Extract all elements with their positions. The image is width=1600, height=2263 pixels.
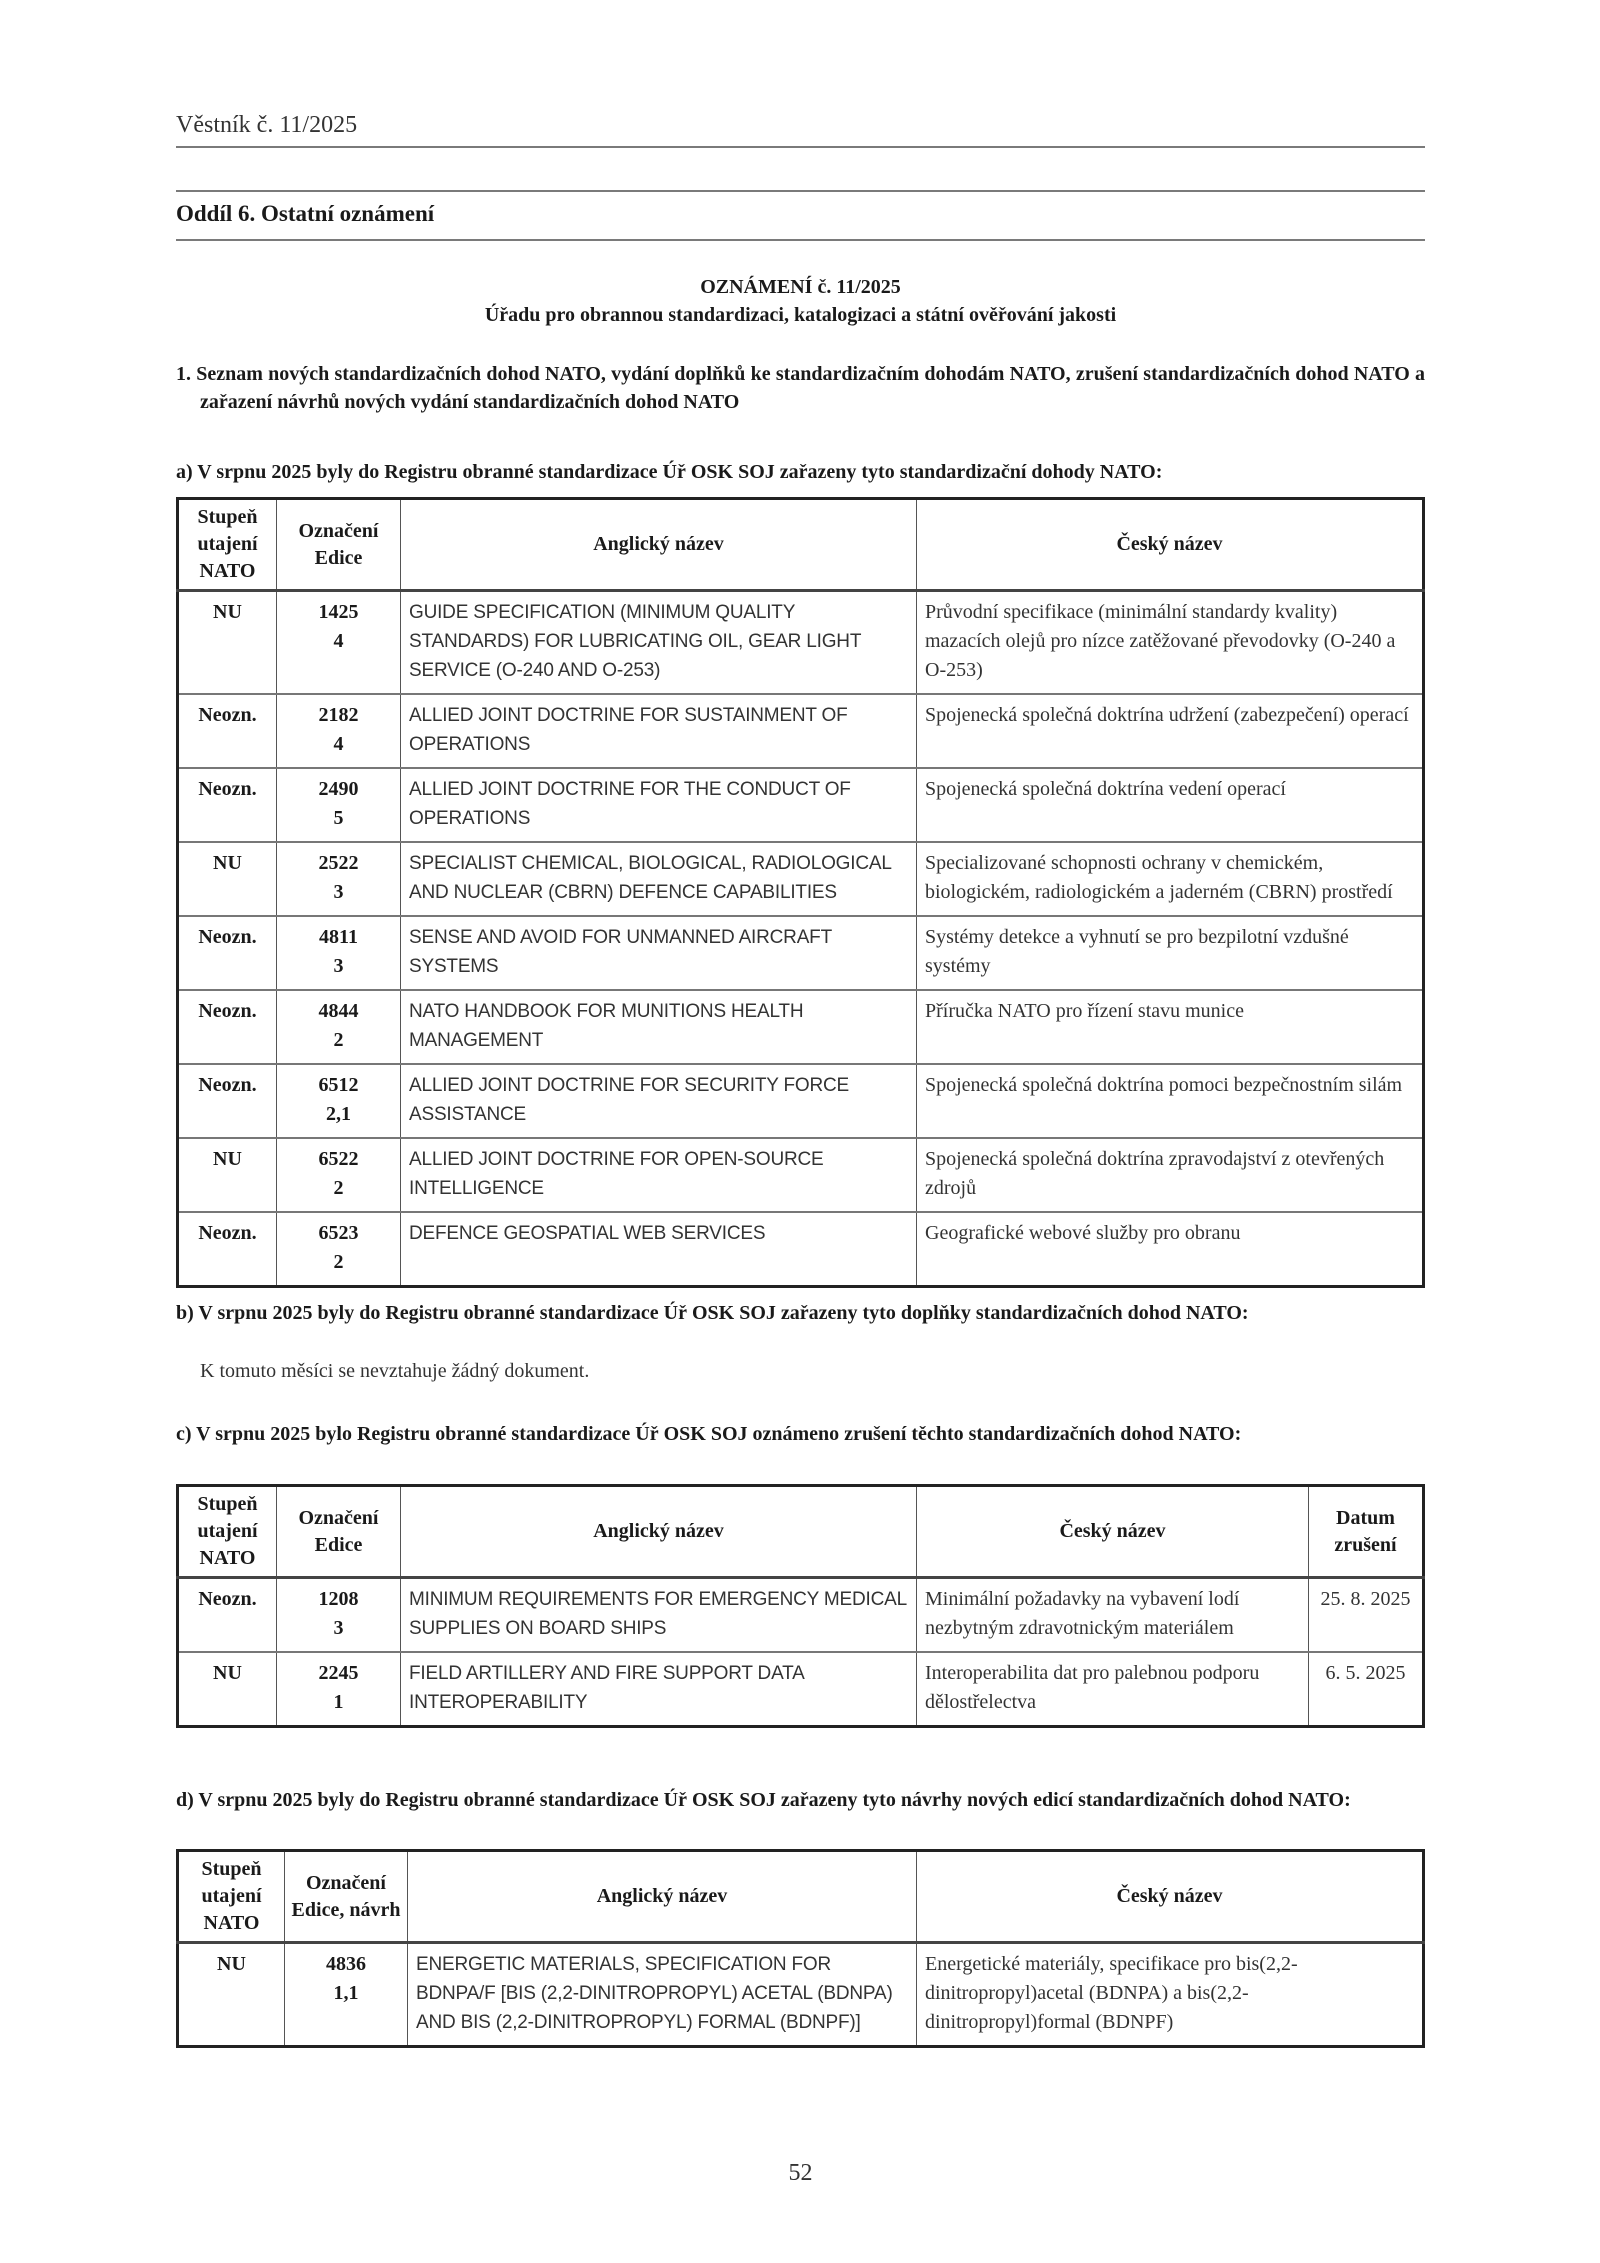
classification-cell: [178, 694, 277, 768]
notice-subtitle: Úřadu pro obrannou standardizaci, katalogizaci a státní ověřování jakosti: [484, 304, 1117, 326]
edition: 4: [333, 630, 344, 652]
stanag-number: 4836: [326, 1953, 366, 1975]
table-row: [178, 768, 1424, 842]
czech-title-cell: [917, 768, 1424, 842]
column-header: Označení Edice: [277, 1486, 401, 1578]
notice-title: OZNÁMENÍ č. 11/2025: [700, 276, 901, 298]
english-title: ALLIED JOINT DOCTRINE FOR OPEN-SOURCE INTELLIGENCE: [409, 1149, 824, 1199]
stanag-number: 1425: [318, 601, 359, 623]
english-title: FIELD ARTILLERY AND FIRE SUPPORT DATA INTEROPERABILITY: [409, 1663, 804, 1713]
column-header: Český název: [917, 499, 1424, 591]
czech-title-cell: [917, 990, 1424, 1064]
english-title: GUIDE SPECIFICATION (MINIMUM QUALITY STANDARDS) FOR LUBRICATING OIL, GEAR LIGHT SERVICE (O-240 AND O-253): [409, 602, 861, 681]
czech-title: Spojenecká společná doktrína zpravodajství z otevřených zdrojů: [925, 1148, 1385, 1199]
edition: 2: [333, 1177, 344, 1199]
table-row: [178, 842, 1424, 916]
section-b-note: K tomuto měsíci se nevztahuje žádný dokument.: [200, 1360, 590, 1382]
czech-title-cell: [917, 591, 1424, 695]
table-c: [176, 1484, 1425, 1728]
table-row: [178, 1943, 1424, 2047]
classification: NU: [213, 852, 242, 874]
classification-cell: [178, 591, 277, 695]
english-title-cell: [401, 591, 917, 695]
designation-cell: [277, 1138, 401, 1212]
english-title: DEFENCE GEOSPATIAL WEB SERVICES: [409, 1223, 766, 1244]
english-title: NATO HANDBOOK FOR MUNITIONS HEALTH MANAGEMENT: [409, 1001, 804, 1051]
designation-cell: [277, 1578, 401, 1653]
table-header-row: [178, 499, 1424, 591]
edition: 2: [333, 1251, 344, 1273]
running-head: Věstník č. 11/2025: [176, 112, 358, 138]
column-header: Stupeň utajení NATO: [178, 1851, 285, 1943]
table-row: [178, 1064, 1424, 1138]
table-row: [178, 916, 1424, 990]
classification-cell: [178, 990, 277, 1064]
english-title: MINIMUM REQUIREMENTS FOR EMERGENCY MEDICAL SUPPLIES ON BOARD SHIPS: [409, 1589, 907, 1639]
english-title-cell: [401, 990, 917, 1064]
divider: [176, 239, 1425, 241]
classification-cell: [178, 842, 277, 916]
classification: Neozn.: [198, 704, 257, 726]
edition: 4: [333, 733, 344, 755]
english-title: ALLIED JOINT DOCTRINE FOR SECURITY FORCE ASSISTANCE: [409, 1075, 849, 1125]
stanag-number: 6522: [318, 1148, 359, 1170]
cancellation-date-cell: [1309, 1578, 1424, 1653]
stanag-number: 4844: [318, 1000, 359, 1022]
cancellation-date: 25. 8. 2025: [1320, 1588, 1411, 1610]
stanag-number: 4811: [319, 926, 358, 948]
stanag-number: 2245: [318, 1662, 359, 1684]
edition: 3: [333, 1617, 344, 1639]
czech-title-cell: [917, 1578, 1309, 1653]
classification: Neozn.: [198, 1588, 257, 1610]
column-header: Anglický název: [401, 1486, 917, 1578]
classification: Neozn.: [198, 1000, 257, 1022]
column-header: Anglický název: [408, 1851, 917, 1943]
english-title-cell: [401, 842, 917, 916]
section-b-heading: b) V srpnu 2025 byly do Registru obranné standardizace Úř OSK SOJ zařazeny tyto doplňky standardizačních dohod NATO:: [176, 1302, 1249, 1324]
classification-cell: [178, 1138, 277, 1212]
edition: 1,1: [333, 1982, 359, 2004]
czech-title: Energetické materiály, specifikace pro bis(2,2-dinitropropyl)acetal (BDNPA) a bis(2,2-dinitropropyl)formal (BDNPF): [925, 1953, 1298, 2033]
edition: 3: [333, 955, 344, 977]
english-title: SPECIALIST CHEMICAL, BIOLOGICAL, RADIOLOGICAL AND NUCLEAR (CBRN) DEFENCE CAPABILITIES: [409, 853, 891, 903]
czech-title: Spojenecká společná doktrína udržení (zabezpečení) operací: [925, 704, 1409, 726]
section-c-heading: c) V srpnu 2025 bylo Registru obranné standardizace Úř OSK SOJ oznámeno zrušení těchto standardizačních dohod NATO:: [176, 1423, 1242, 1445]
section-a-heading: a) V srpnu 2025 byly do Registru obranné standardizace Úř OSK SOJ zařazeny tyto standardizační dohody NATO:: [176, 461, 1163, 483]
column-header: Český název: [917, 1851, 1424, 1943]
czech-title: Průvodní specifikace (minimální standardy kvality) mazacích olejů pro nízce zatěžované převodovky (O-240 a O-253): [925, 601, 1396, 681]
table-row: [178, 1138, 1424, 1212]
classification: Neozn.: [198, 1074, 257, 1096]
designation-cell: [277, 1064, 401, 1138]
czech-title-cell: [917, 1064, 1424, 1138]
classification: NU: [217, 1953, 246, 1975]
table-row: [178, 1578, 1424, 1653]
classification-cell: [178, 916, 277, 990]
table-row: [178, 990, 1424, 1064]
section-d-heading: d) V srpnu 2025 byly do Registru obranné standardizace Úř OSK SOJ zařazeny tyto návrhy nových edicí standardizačních dohod NATO:: [176, 1789, 1351, 1811]
czech-title-cell: [917, 842, 1424, 916]
column-header: Označení Edice: [277, 499, 401, 591]
table-a: [176, 497, 1425, 1288]
table-row: [178, 591, 1424, 695]
table-header-row: [178, 1851, 1424, 1943]
stanag-number: 1208: [318, 1588, 359, 1610]
column-header: Označení Edice, návrh: [285, 1851, 408, 1943]
column-header: Stupeň utajení NATO: [178, 1486, 277, 1578]
czech-title: Systémy detekce a vyhnutí se pro bezpilotní vzdušné systémy: [925, 926, 1349, 977]
classification: Neozn.: [198, 1222, 257, 1244]
czech-title: Interoperabilita dat pro palebnou podporu dělostřelectva: [925, 1662, 1260, 1713]
czech-title: Specializované schopnosti ochrany v chemickém, biologickém, radiologickém a jaderném (CBRN) prostředí: [925, 852, 1393, 903]
classification-cell: [178, 1212, 277, 1287]
classification-cell: [178, 1578, 277, 1653]
czech-title-cell: [917, 1652, 1309, 1727]
stanag-number: 2490: [318, 778, 359, 800]
czech-title-cell: [917, 916, 1424, 990]
stanag-number: 6512: [318, 1074, 359, 1096]
czech-title: Spojenecká společná doktrína pomoci bezpečnostním silám: [925, 1074, 1403, 1096]
english-title-cell: [401, 1138, 917, 1212]
designation-cell: [277, 768, 401, 842]
table-header-row: [178, 1486, 1424, 1578]
english-title-cell: [401, 1064, 917, 1138]
czech-title-cell: [917, 694, 1424, 768]
edition: 2: [333, 1029, 344, 1051]
designation-cell: [277, 1652, 401, 1727]
czech-title: Geografické webové služby pro obranu: [925, 1222, 1241, 1244]
english-title-cell: [401, 916, 917, 990]
stanag-number: 2522: [318, 852, 359, 874]
czech-title-cell: [917, 1138, 1424, 1212]
czech-title-cell: [917, 1943, 1424, 2047]
cancellation-date-cell: [1309, 1652, 1424, 1727]
classification-cell: [178, 1943, 285, 2047]
english-title: ALLIED JOINT DOCTRINE FOR SUSTAINMENT OF OPERATIONS: [409, 705, 848, 755]
divider: [176, 146, 1425, 148]
item-1-heading: 1. Seznam nových standardizačních dohod NATO, vydání doplňků ke standardizačním dohodám NATO, zrušení standardizačních dohod NATO a zařazení návrhů nových vydání standardizačních dohod NATO: [176, 363, 1425, 413]
czech-title: Spojenecká společná doktrína vedení operací: [925, 778, 1286, 800]
column-header: Datum zrušení: [1309, 1486, 1424, 1578]
classification: NU: [213, 601, 242, 623]
english-title: ALLIED JOINT DOCTRINE FOR THE CONDUCT OF OPERATIONS: [409, 779, 851, 829]
czech-title: Minimální požadavky na vybavení lodí nezbytným zdravotnickým materiálem: [925, 1588, 1240, 1639]
english-title-cell: [401, 1578, 917, 1653]
notice-title-block: [176, 273, 1425, 329]
classification: NU: [213, 1662, 242, 1684]
cancellation-date: 6. 5. 2025: [1325, 1662, 1406, 1684]
designation-cell: [277, 1212, 401, 1287]
edition: 2,1: [326, 1103, 351, 1125]
czech-title: Příručka NATO pro řízení stavu munice: [925, 1000, 1244, 1022]
column-header: Anglický název: [401, 499, 917, 591]
english-title-cell: [401, 694, 917, 768]
classification-cell: [178, 768, 277, 842]
designation-cell: [277, 694, 401, 768]
divider: [176, 190, 1425, 192]
edition: 5: [333, 807, 344, 829]
classification-cell: [178, 1652, 277, 1727]
edition: 3: [333, 881, 344, 903]
english-title-cell: [401, 1652, 917, 1727]
classification: Neozn.: [198, 778, 257, 800]
designation-cell: [277, 591, 401, 695]
czech-title-cell: [917, 1212, 1424, 1287]
designation-cell: [285, 1943, 408, 2047]
page-number: 52: [788, 2160, 813, 2186]
column-header: Český název: [917, 1486, 1309, 1578]
english-title-cell: [401, 1212, 917, 1287]
english-title: SENSE AND AVOID FOR UNMANNED AIRCRAFT SYSTEMS: [409, 927, 832, 977]
section-title: Oddíl 6. Ostatní oznámení: [176, 201, 435, 226]
table-row: [178, 694, 1424, 768]
designation-cell: [277, 842, 401, 916]
designation-cell: [277, 990, 401, 1064]
classification: Neozn.: [198, 926, 257, 948]
edition: 1: [333, 1691, 344, 1713]
table-row: [178, 1212, 1424, 1287]
english-title: ENERGETIC MATERIALS, SPECIFICATION FOR BDNPA/F [BIS (2,2-DINITROPROPYL) ACETAL (BDNPA) AND BIS (2,2-DINITROPROPYL) FORMAL (BDNPF)]: [416, 1954, 893, 2033]
column-header: Stupeň utajení NATO: [178, 499, 277, 591]
classification-cell: [178, 1064, 277, 1138]
stanag-number: 2182: [318, 704, 359, 726]
stanag-number: 6523: [318, 1222, 359, 1244]
table-d: [176, 1849, 1425, 2048]
english-title-cell: [408, 1943, 917, 2047]
table-row: [178, 1652, 1424, 1727]
english-title-cell: [401, 768, 917, 842]
designation-cell: [277, 916, 401, 990]
classification: NU: [213, 1148, 242, 1170]
